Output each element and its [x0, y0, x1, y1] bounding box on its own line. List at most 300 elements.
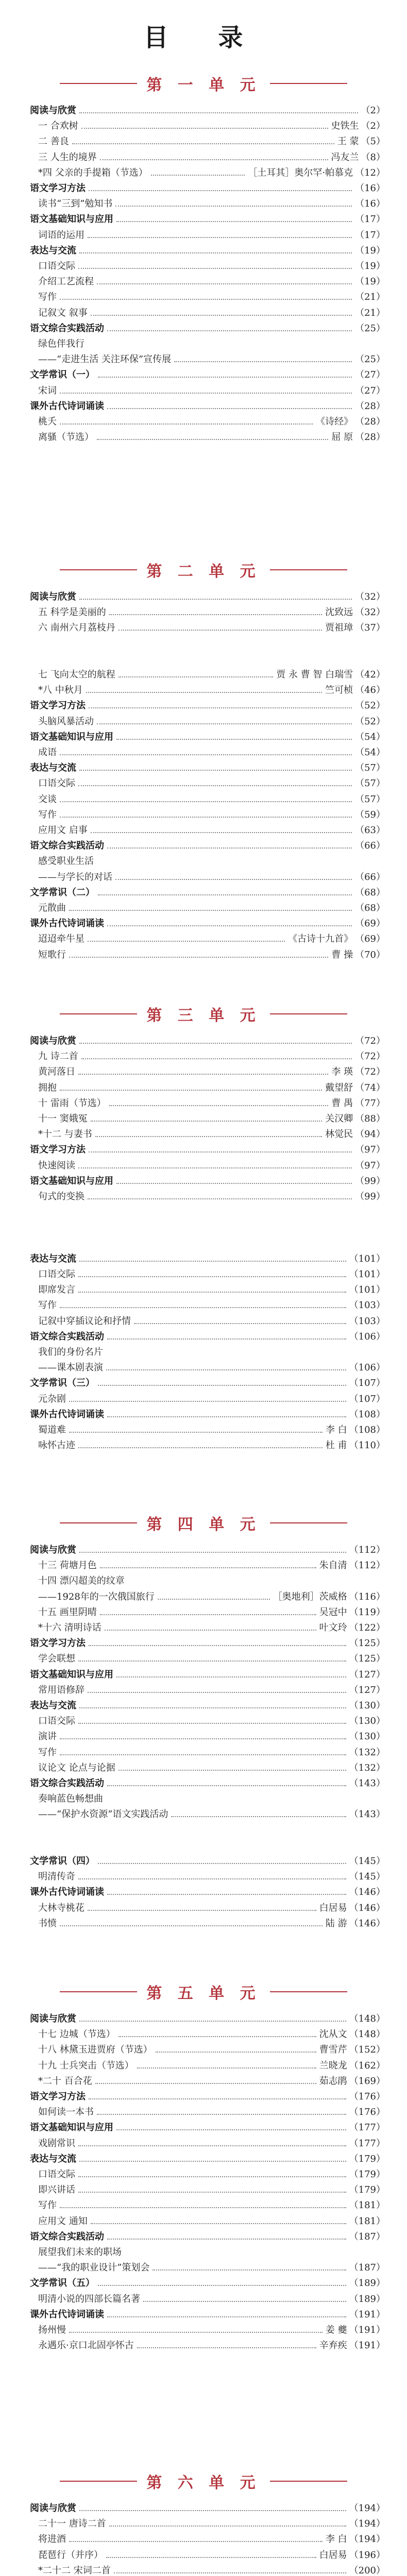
dot-leader [88, 1910, 316, 1911]
toc-entry-page: （119） [349, 1606, 385, 1618]
toc-entry-row[interactable] [30, 620, 385, 634]
toc-entry-title: 词语的运用 [38, 229, 84, 241]
toc-entry-row[interactable] [30, 1901, 385, 1914]
toc-entry-title: 常用语修辞 [38, 1684, 84, 1696]
toc-entry-author: 戴望舒 [325, 1082, 353, 1093]
toc-section-row[interactable] [30, 181, 385, 194]
toc-section-row[interactable] [30, 1407, 385, 1420]
dot-leader [98, 1863, 346, 1864]
toc-entry-author: 史铁生 [331, 121, 359, 132]
unit-heading [0, 1004, 407, 1024]
toc-entry-row[interactable] [30, 2058, 385, 2072]
dot-leader [78, 268, 352, 269]
dot-leader [115, 879, 352, 880]
dot-leader [91, 1121, 322, 1122]
dot-leader [97, 283, 352, 284]
toc-entry-title: 十四 漂闪超美的纹章 [38, 1575, 125, 1587]
toc-entry-row[interactable] [30, 1282, 385, 1296]
toc-entry-title: 记叙文 叙事 [38, 307, 88, 318]
dot-leader [118, 1770, 346, 1771]
toc-entry-page: （66） [355, 840, 385, 852]
dot-leader [69, 957, 328, 958]
toc-entry-page: （112） [349, 1560, 385, 1571]
toc-entry-page: （28） [355, 432, 385, 443]
toc-entry-title: 口语交际 [38, 778, 75, 789]
unit-heading [0, 1981, 407, 2002]
dot-leader [78, 1292, 346, 1293]
dot-leader [60, 2207, 346, 2208]
toc-entry-title: *四 父亲的手提箱（节选） [38, 167, 148, 178]
heading-rule [270, 1991, 347, 1992]
toc-entry-title: 拥抱 [38, 1082, 57, 1093]
toc-entry-title: 介绍工艺流程 [38, 276, 94, 287]
toc-entry-row[interactable] [30, 2323, 385, 2336]
toc-entry-row[interactable] [30, 2516, 385, 2530]
toc-entry-row[interactable] [30, 605, 385, 618]
toc-entry-row[interactable] [30, 1683, 385, 1696]
dot-leader [78, 1276, 346, 1277]
dot-leader [100, 1614, 316, 1615]
toc-entry-row[interactable] [30, 745, 385, 758]
toc-entry-row[interactable] [30, 118, 385, 132]
toc-entry-title: 文学常识（五） [30, 2278, 95, 2289]
toc-entry-row[interactable] [30, 2042, 385, 2056]
toc-entry-title: 将进酒 [38, 2534, 66, 2545]
toc-entry-author: 辛弃疾 [319, 2340, 347, 2351]
toc-entry-row[interactable] [30, 2245, 385, 2258]
toc-entry-page: （101） [349, 1284, 385, 1296]
toc-entry-author: 曹 禺 [331, 1097, 353, 1109]
toc-entry-author: 王 蒙 [337, 136, 359, 147]
toc-entry-page: （99） [355, 1191, 385, 1202]
toc-entry-page: （107） [349, 1378, 385, 1389]
toc-entry-page: （143） [349, 1778, 385, 1789]
toc-entry-page: （110） [349, 1440, 385, 1451]
toc-entry-page: （88） [355, 1113, 385, 1124]
toc-section-row[interactable] [30, 212, 385, 225]
toc-section-row[interactable] [30, 2307, 385, 2320]
toc-entry-page: （101） [349, 1253, 385, 1264]
toc-entry-page: （146） [349, 1918, 385, 1929]
toc-entry-title: 语文学习方法 [30, 1638, 86, 1649]
toc-entry-page: （103） [349, 1300, 385, 1311]
toc-entry-row[interactable] [30, 1096, 385, 1109]
toc-entry-page: （169） [349, 2075, 385, 2087]
toc-entry-row[interactable] [30, 306, 385, 319]
dot-leader [69, 2541, 323, 2542]
toc-entry-author: 李 瑛 [331, 1066, 353, 1078]
toc-entry-row[interactable] [30, 1345, 385, 1358]
toc-section-row[interactable] [30, 760, 385, 774]
toc-entry-page: （181） [349, 2215, 385, 2227]
toc-entry-page: （69） [355, 934, 385, 945]
toc-section-row[interactable] [30, 589, 385, 603]
dot-leader [118, 2036, 316, 2037]
toc-entry-author: 贾 永 曹 智 白瑞雪 [276, 669, 353, 680]
toc-entry-row[interactable] [30, 2027, 385, 2040]
toc-entry-row[interactable] [30, 2182, 385, 2196]
toc-entry-row[interactable] [30, 1714, 385, 1727]
toc-entry-title: 六 南州六月荔枝丹 [38, 622, 115, 634]
toc-entry-title: 议论文 论点与论据 [38, 1762, 115, 1773]
toc-entry-row[interactable] [30, 667, 385, 681]
toc-entry-page: （132） [349, 1747, 385, 1758]
toc-entry-title: 十七 边城（节选） [38, 2029, 115, 2040]
dot-leader [137, 2347, 316, 2348]
dot-leader [78, 2192, 346, 2193]
toc-entry-row[interactable] [30, 714, 385, 727]
dot-leader [79, 1043, 352, 1044]
toc-entry-author: 李 白 [325, 2534, 347, 2545]
toc-entry-title: 文学常识（三） [30, 1378, 95, 1389]
toc-entry-page: （32） [355, 607, 385, 618]
toc-entry-page: （108） [349, 1425, 385, 1435]
toc-entry-page: （122） [349, 1622, 385, 1633]
toc-entry-title: 蜀道难 [38, 1425, 66, 1435]
toc-entry-page: （152） [349, 2044, 385, 2056]
toc-entry-row[interactable] [30, 1267, 385, 1280]
toc-entry-row[interactable] [30, 1298, 385, 1311]
toc-entry-title: 明清小说的四部长篇名著 [38, 2293, 140, 2304]
toc-entry-title: 口语交际 [38, 1716, 75, 1727]
toc-entry-title: 写作 [38, 2200, 57, 2211]
toc-section-row[interactable] [30, 321, 385, 334]
toc-section-row[interactable] [30, 838, 385, 852]
toc-section-row[interactable] [30, 2151, 385, 2165]
toc-entry-page: （179） [349, 2184, 385, 2196]
toc-entry-page: （143） [349, 1809, 385, 1820]
toc-section-row[interactable] [30, 1854, 385, 1867]
toc-entry-page: （28） [355, 416, 385, 427]
toc-entry-row[interactable] [30, 1314, 385, 1327]
toc-entry-title: 语文基础知识与应用 [30, 2122, 113, 2133]
dot-leader [107, 925, 352, 926]
toc-entry-row[interactable] [30, 2105, 385, 2118]
toc-section-row[interactable] [30, 2120, 385, 2133]
toc-entry-row[interactable] [30, 2338, 385, 2351]
toc-section-row[interactable] [30, 730, 385, 743]
toc-entry-row[interactable] [30, 2167, 385, 2180]
toc-entry-author: 杜 甫 [325, 1440, 347, 1451]
toc-entry-row[interactable] [30, 776, 385, 789]
toc-entry-title: 语文学习方法 [30, 1144, 86, 1156]
toc-section-row[interactable] [30, 1329, 385, 1343]
toc-entry-row[interactable] [30, 1360, 385, 1374]
heading-rule [60, 1522, 137, 1523]
toc-entry-row[interactable] [30, 2074, 385, 2087]
toc-entry-title: 奏响蓝色畅想曲 [38, 1793, 103, 1805]
toc-section-row[interactable] [30, 2229, 385, 2243]
toc-entry-row[interactable] [30, 2136, 385, 2149]
dot-leader [106, 2557, 316, 2558]
toc-entry-row[interactable] [30, 430, 385, 443]
toc-entry-title: 咏怀古迹 [38, 1440, 75, 1451]
toc-entry-page: （101） [349, 1269, 385, 1280]
toc-entry-author: 沈从文 [319, 2029, 347, 2040]
toc-entry-title: 十 雷雨（节选） [38, 1097, 106, 1109]
toc-entry-row[interactable] [30, 196, 385, 210]
toc-entry-row[interactable] [30, 2563, 385, 2576]
dot-leader [114, 2572, 346, 2573]
dot-leader [79, 1261, 346, 1262]
toc-entry-row[interactable] [30, 792, 385, 805]
toc-entry-row[interactable] [30, 901, 385, 914]
dot-leader [98, 2285, 346, 2286]
toc-entry-row[interactable] [30, 1605, 385, 1618]
toc-entry-row[interactable] [30, 1049, 385, 1062]
dot-leader [171, 1816, 346, 1817]
toc-section-row[interactable] [30, 1636, 385, 1649]
toc-entry-title: 课外古代诗词诵读 [30, 1409, 104, 1420]
dot-leader [109, 614, 322, 615]
toc-entry-row[interactable] [30, 134, 385, 147]
toc-entry-title: ——“我的职业设计”策划会 [38, 2262, 150, 2274]
dot-leader [81, 1058, 352, 1059]
toc-entry-title: *二十二 宋词二首 [38, 2565, 111, 2576]
dot-leader [105, 1630, 316, 1631]
toc-entry-row[interactable] [30, 1080, 385, 1094]
toc-entry-page: （99） [355, 1175, 385, 1187]
toc-entry-row[interactable] [30, 870, 385, 883]
toc-entry-row[interactable] [30, 1589, 385, 1603]
toc-entry-row[interactable] [30, 2198, 385, 2211]
toc-entry-title: 黄河落日 [38, 1066, 75, 1078]
heading-rule [60, 569, 137, 570]
toc-entry-author: 贾祖璋 [325, 622, 353, 634]
dot-leader [89, 707, 352, 708]
unit-heading-text: 第 五 单 元 [146, 1985, 261, 2003]
toc-entry-title: 扬州慢 [38, 2325, 66, 2335]
toc-entry-page: （63） [355, 825, 385, 836]
unit-heading-text: 第 一 单 元 [146, 76, 261, 94]
toc-entry-page: （162） [349, 2060, 385, 2071]
toc-section-row[interactable] [30, 1174, 385, 1187]
toc-entry-title: 语文综合实践活动 [30, 2231, 104, 2242]
toc-entry-page: （145） [349, 1871, 385, 1883]
toc-entry-page: （19） [355, 276, 385, 287]
toc-entry-row[interactable] [30, 1111, 385, 1125]
toc-entry-title: 十五 画里阴晴 [38, 1606, 97, 1618]
toc-entry-row[interactable] [30, 414, 385, 428]
dot-leader [60, 299, 352, 300]
toc-entry-title: 表达与交流 [30, 1700, 76, 1711]
toc-entry-title: ——“保护水资源”语文实践活动 [38, 1809, 168, 1820]
toc-entry-row[interactable] [30, 383, 385, 397]
toc-entry-row[interactable] [30, 2532, 385, 2545]
toc-entry-title: *十六 清明诗话 [38, 1622, 101, 1633]
toc-entry-row[interactable] [30, 290, 385, 303]
dot-leader [106, 1369, 346, 1370]
toc-entry-row[interactable] [30, 1791, 385, 1805]
toc-entry-page: （2） [361, 105, 385, 116]
toc-entry-row[interactable] [30, 1064, 385, 1078]
toc-entry-title: 阅读与欣赏 [30, 2503, 76, 2514]
dot-leader [116, 2129, 346, 2130]
toc-entry-page: （191） [349, 2309, 385, 2320]
toc-section-row[interactable] [30, 1376, 385, 1389]
toc-entry-row[interactable] [30, 1869, 385, 1883]
toc-entry-title: 课外古代诗词诵读 [30, 400, 104, 412]
toc-entry-title: 九 诗二首 [38, 1051, 78, 1062]
toc-entry-row[interactable] [30, 683, 385, 696]
toc-entry-author: 曹 操 [331, 949, 353, 960]
toc-entry-title: 明清传奇 [38, 1871, 75, 1883]
dot-leader [100, 1567, 316, 1568]
toc-section-row[interactable] [30, 2276, 385, 2289]
toc-entry-page: （97） [355, 1160, 385, 1171]
toc-entry-title: 写作 [38, 1747, 57, 1758]
heading-rule [270, 569, 347, 570]
toc-entry-row[interactable] [30, 947, 385, 961]
toc-entry-title: 表达与交流 [30, 245, 76, 256]
toc-entry-page: （187） [349, 2262, 385, 2274]
toc-entry-page: （21） [355, 292, 385, 303]
toc-entry-page: （27） [355, 369, 385, 381]
toc-entry-page: （17） [355, 214, 385, 225]
toc-entry-page: （130） [349, 1731, 385, 1742]
toc-section-row[interactable] [30, 1142, 385, 1156]
toc-entry-author: 白居易 [319, 1902, 347, 1913]
toc-entry-page: （42） [355, 669, 385, 680]
toc-section-row[interactable] [30, 399, 385, 412]
unit-heading [0, 1513, 407, 1533]
toc-entry-title: 短歌行 [38, 949, 66, 960]
toc-entry-title: 交谈 [38, 793, 57, 805]
toc-entry-row[interactable] [30, 1438, 385, 1451]
toc-section-row[interactable] [30, 367, 385, 381]
toc-entry-page: （112） [349, 1545, 385, 1555]
toc-entry-page: （106） [349, 1362, 385, 1374]
toc-entry-author: 竺可桢 [325, 685, 353, 696]
dot-leader [137, 2067, 316, 2069]
toc-section-row[interactable] [30, 1885, 385, 1898]
dot-leader [152, 2269, 346, 2270]
toc-entry-row[interactable] [30, 150, 385, 163]
toc-entry-page: （125） [349, 1638, 385, 1649]
toc-section-row[interactable] [30, 243, 385, 257]
toc-entry-row[interactable] [30, 1807, 385, 1820]
toc-entry-row[interactable] [30, 1729, 385, 1742]
toc-section-row[interactable] [30, 1033, 385, 1047]
toc-entry-row[interactable] [30, 823, 385, 836]
toc-entry-title: 读书“三到”勉知书 [38, 198, 113, 210]
toc-section-row[interactable] [30, 2011, 385, 2025]
toc-section-row[interactable] [30, 885, 385, 899]
toc-entry-title: 十八 林黛玉进贾府（节选） [38, 2044, 152, 2056]
toc-entry-author: 叶文玲 [319, 1622, 347, 1633]
toc-entry-row[interactable] [30, 1651, 385, 1665]
dot-leader [107, 1785, 346, 1786]
toc-entry-page: （27） [355, 385, 385, 396]
dot-leader [78, 1074, 328, 1075]
dot-leader [98, 377, 352, 378]
toc-section-row[interactable] [30, 1698, 385, 1711]
toc-entry-page: （77） [355, 1097, 385, 1109]
dot-leader [98, 894, 352, 895]
toc-entry-page: （59） [355, 809, 385, 820]
toc-entry-row[interactable] [30, 2214, 385, 2227]
toc-entry-title: 记叙中穿插议论和抒情 [38, 1315, 131, 1327]
toc-entry-author: 关汉卿 [325, 1113, 353, 1124]
dot-leader [60, 754, 352, 755]
dot-leader [95, 1136, 322, 1137]
toc-entry-page: （57） [355, 778, 385, 789]
toc-entry-row[interactable] [30, 1573, 385, 1587]
toc-section-row[interactable] [30, 916, 385, 929]
toc-entry-row[interactable] [30, 2548, 385, 2561]
heading-rule [270, 2481, 347, 2482]
dot-leader [151, 175, 245, 176]
toc-entry-row[interactable] [30, 1392, 385, 1405]
toc-entry-row[interactable] [30, 336, 385, 350]
toc-section-row[interactable] [30, 103, 385, 116]
toc-entry-row[interactable] [30, 1760, 385, 1774]
toc-entry-page: （72） [355, 1036, 385, 1046]
toc-entry-title: ——与学长的对话 [38, 871, 112, 883]
toc-entry-row[interactable] [30, 2292, 385, 2305]
dot-leader [91, 2223, 346, 2224]
toc-section-row[interactable] [30, 1776, 385, 1789]
toc-section-row[interactable] [30, 2089, 385, 2103]
toc-section-row[interactable] [30, 1251, 385, 1265]
toc-entry-row[interactable] [30, 352, 385, 365]
toc-entry-page: （19） [355, 261, 385, 272]
dot-leader [69, 1432, 323, 1433]
toc-entry-title: 展望我们未来的职场 [38, 2247, 122, 2258]
toc-entry-page: （54） [355, 731, 385, 742]
heading-rule [60, 83, 137, 84]
unit-heading [0, 2471, 407, 2492]
toc-entry-row[interactable] [30, 1127, 385, 1140]
toc-entry-title: 写作 [38, 292, 57, 303]
toc-entry-row[interactable] [30, 1558, 385, 1571]
toc-entry-page: （200） [349, 2565, 385, 2576]
toc-section-row[interactable] [30, 1667, 385, 1681]
toc-entry-page: （196） [349, 2549, 385, 2561]
toc-entry-row[interactable] [30, 1158, 385, 1172]
toc-entry-title: 大林寺桃花 [38, 1902, 84, 1913]
toc-entry-row[interactable] [30, 1916, 385, 1929]
unit-heading-text: 第 四 单 元 [146, 1516, 261, 1534]
toc-entry-title: 课外古代诗词诵读 [30, 2309, 104, 2320]
dot-leader [95, 2083, 316, 2084]
toc-entry-title: 宋词 [38, 385, 57, 396]
toc-entry-row[interactable] [30, 259, 385, 272]
toc-entry-title: 如何读一本书 [38, 2107, 94, 2118]
toc-entry-page: （72） [355, 1066, 385, 1078]
toc-entry-row[interactable] [30, 2260, 385, 2274]
toc-entry-row[interactable] [30, 228, 385, 241]
dot-leader [109, 2526, 346, 2527]
toc-entry-row[interactable] [30, 1422, 385, 1436]
toc-section-row[interactable] [30, 1543, 385, 1556]
toc-entry-page: （187） [349, 2231, 385, 2242]
toc-section-row[interactable] [30, 698, 385, 711]
toc-entry-row[interactable] [30, 1745, 385, 1758]
toc-entry-page: （21） [355, 307, 385, 318]
toc-entry-page: （125） [349, 1653, 385, 1665]
toc-section-row[interactable] [30, 2501, 385, 2514]
toc-entry-row[interactable] [30, 807, 385, 821]
toc-entry-row[interactable] [30, 854, 385, 867]
toc-entry-title: 文学常识（一） [30, 369, 95, 381]
dot-leader [79, 252, 352, 253]
toc-entry-row[interactable] [30, 1189, 385, 1202]
toc-entry-row[interactable] [30, 931, 385, 945]
toc-entry-row[interactable] [30, 1620, 385, 1634]
toc-entry-row[interactable] [30, 274, 385, 287]
toc-entry-row[interactable] [30, 165, 385, 179]
